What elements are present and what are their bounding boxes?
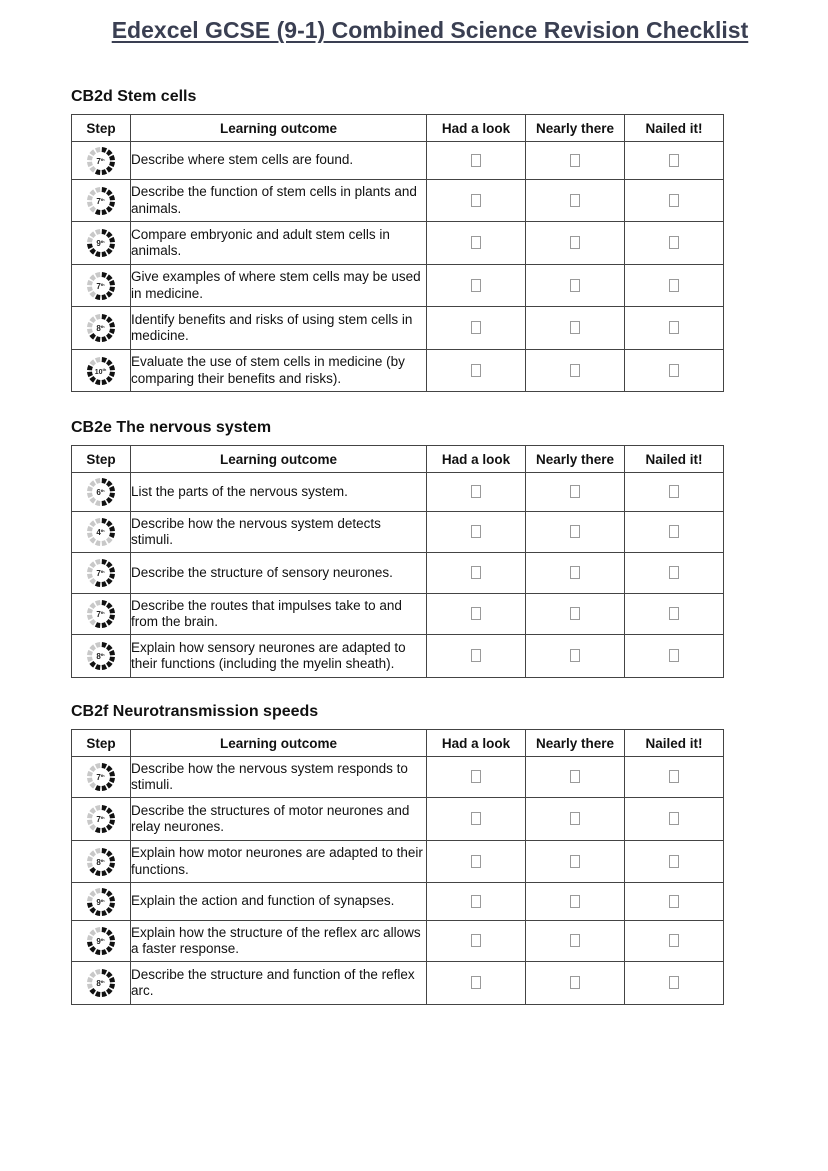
table-row xyxy=(72,222,724,265)
had-a-look-cell xyxy=(427,265,526,307)
column-header-nailed-it: Nailed it! xyxy=(625,446,724,473)
learning-outcome: Identify benefits and risks of using stem cells in medicine. xyxy=(131,307,427,350)
had-a-look-checkbox[interactable] xyxy=(471,770,481,783)
learning-outcome: Describe the routes that impulses take to and from the brain. xyxy=(131,594,427,635)
column-header-outcome: Learning outcome xyxy=(131,730,427,757)
column-header-nearly-there: Nearly there xyxy=(526,446,625,473)
learning-outcome: Describe the structure and function of the reflex arc. xyxy=(131,962,427,1005)
had-a-look-checkbox[interactable] xyxy=(471,649,481,662)
nearly-there-checkbox[interactable] xyxy=(570,649,580,662)
nearly-there-cell xyxy=(526,142,625,180)
had-a-look-checkbox[interactable] xyxy=(471,934,481,947)
nearly-there-checkbox[interactable] xyxy=(570,812,580,825)
learning-outcome: Give examples of where stem cells may be used in medicine. xyxy=(131,265,427,307)
table-row xyxy=(72,180,724,222)
nearly-there-cell xyxy=(526,265,625,307)
nearly-there-checkbox[interactable] xyxy=(570,895,580,908)
header-row xyxy=(72,446,724,473)
step-gauge-icon xyxy=(86,186,116,216)
step-cell xyxy=(72,180,131,222)
nailed-it-cell xyxy=(625,307,724,350)
nailed-it-cell xyxy=(625,142,724,180)
svg-text:7th: 7th xyxy=(96,156,105,166)
nearly-there-cell xyxy=(526,883,625,921)
nailed-it-cell xyxy=(625,180,724,222)
step-cell xyxy=(72,921,131,962)
learning-outcome: Describe how the nervous system detects stimuli. xyxy=(131,512,427,553)
step-cell xyxy=(72,553,131,594)
column-header-step: Step xyxy=(72,730,131,757)
nearly-there-checkbox[interactable] xyxy=(570,855,580,868)
nearly-there-checkbox[interactable] xyxy=(570,154,580,167)
svg-text:7th: 7th xyxy=(96,196,105,206)
step-gauge-icon xyxy=(86,926,116,956)
svg-text:9th: 9th xyxy=(96,937,105,946)
checklist-table xyxy=(71,729,724,1005)
nailed-it-checkbox[interactable] xyxy=(669,855,679,868)
svg-text:8th: 8th xyxy=(96,857,105,867)
header-row xyxy=(72,115,724,142)
nearly-there-cell xyxy=(526,841,625,883)
nearly-there-cell xyxy=(526,635,625,678)
column-header-outcome: Learning outcome xyxy=(131,446,427,473)
nailed-it-cell xyxy=(625,921,724,962)
svg-text:7th: 7th xyxy=(96,815,105,824)
table-row xyxy=(72,265,724,307)
nailed-it-cell xyxy=(625,265,724,307)
step-cell xyxy=(72,350,131,392)
had-a-look-checkbox[interactable] xyxy=(471,976,481,989)
learning-outcome: Compare embryonic and adult stem cells in animals. xyxy=(131,222,427,265)
table-row xyxy=(72,798,724,841)
had-a-look-cell xyxy=(427,222,526,265)
column-header-had-a-look: Had a look xyxy=(427,115,526,142)
step-cell xyxy=(72,883,131,921)
nearly-there-checkbox[interactable] xyxy=(570,934,580,947)
svg-text:10th: 10th xyxy=(94,366,107,376)
had-a-look-checkbox[interactable] xyxy=(471,485,481,498)
had-a-look-checkbox[interactable] xyxy=(471,236,481,249)
svg-text:7th: 7th xyxy=(96,569,105,578)
svg-text:7th: 7th xyxy=(96,773,105,782)
had-a-look-checkbox[interactable] xyxy=(471,855,481,868)
had-a-look-cell xyxy=(427,883,526,921)
table-row xyxy=(72,142,724,180)
nailed-it-cell xyxy=(625,473,724,512)
had-a-look-cell xyxy=(427,635,526,678)
had-a-look-cell xyxy=(427,350,526,392)
nearly-there-checkbox[interactable] xyxy=(570,236,580,249)
nailed-it-checkbox[interactable] xyxy=(669,976,679,989)
svg-text:6th: 6th xyxy=(96,488,105,497)
nearly-there-cell xyxy=(526,307,625,350)
table-row xyxy=(72,883,724,921)
svg-text:8th: 8th xyxy=(96,652,105,661)
step-cell xyxy=(72,473,131,512)
step-gauge-icon xyxy=(86,887,116,917)
nailed-it-cell xyxy=(625,841,724,883)
column-header-nailed-it: Nailed it! xyxy=(625,115,724,142)
nearly-there-cell xyxy=(526,757,625,798)
nailed-it-checkbox[interactable] xyxy=(669,279,679,292)
had-a-look-cell xyxy=(427,594,526,635)
svg-text:7th: 7th xyxy=(96,281,105,291)
had-a-look-cell xyxy=(427,921,526,962)
had-a-look-cell xyxy=(427,841,526,883)
table-row xyxy=(72,350,724,392)
table-row xyxy=(72,635,724,678)
nailed-it-checkbox[interactable] xyxy=(669,607,679,620)
had-a-look-checkbox[interactable] xyxy=(471,279,481,292)
step-gauge-icon xyxy=(86,558,116,588)
table-row xyxy=(72,307,724,350)
nailed-it-checkbox[interactable] xyxy=(669,934,679,947)
svg-text:4th: 4th xyxy=(96,528,105,537)
nailed-it-checkbox[interactable] xyxy=(669,364,679,377)
section-cb2f xyxy=(71,703,723,1005)
nearly-there-cell xyxy=(526,350,625,392)
learning-outcome: Explain the action and function of synapses. xyxy=(131,883,427,921)
nearly-there-cell xyxy=(526,512,625,553)
nailed-it-cell xyxy=(625,594,724,635)
nailed-it-cell xyxy=(625,350,724,392)
had-a-look-checkbox[interactable] xyxy=(471,812,481,825)
table-row xyxy=(72,473,724,512)
nearly-there-checkbox[interactable] xyxy=(570,976,580,989)
step-cell xyxy=(72,635,131,678)
nailed-it-cell xyxy=(625,635,724,678)
learning-outcome: Describe where stem cells are found. xyxy=(131,142,427,180)
step-gauge-icon xyxy=(86,146,116,176)
nearly-there-cell xyxy=(526,962,625,1005)
step-gauge-icon xyxy=(86,641,116,671)
learning-outcome: Describe the function of stem cells in plants and animals. xyxy=(131,180,427,222)
table-row xyxy=(72,962,724,1005)
nailed-it-cell xyxy=(625,798,724,841)
nailed-it-checkbox[interactable] xyxy=(669,812,679,825)
column-header-had-a-look: Had a look xyxy=(427,446,526,473)
section-cb2e xyxy=(71,419,723,678)
nailed-it-checkbox[interactable] xyxy=(669,770,679,783)
column-header-nearly-there: Nearly there xyxy=(526,730,625,757)
nearly-there-cell xyxy=(526,921,625,962)
nearly-there-cell xyxy=(526,594,625,635)
section-title: CB2e The nervous system xyxy=(71,419,272,436)
had-a-look-cell xyxy=(427,962,526,1005)
had-a-look-checkbox[interactable] xyxy=(471,364,481,377)
nailed-it-checkbox[interactable] xyxy=(669,194,679,207)
step-gauge-icon xyxy=(86,804,116,834)
section-cb2d xyxy=(71,88,723,392)
nearly-there-checkbox[interactable] xyxy=(570,321,580,334)
step-cell xyxy=(72,265,131,307)
nearly-there-cell xyxy=(526,180,625,222)
nearly-there-checkbox[interactable] xyxy=(570,485,580,498)
nailed-it-cell xyxy=(625,883,724,921)
nearly-there-cell xyxy=(526,473,625,512)
learning-outcome: Explain how motor neurones are adapted to their functions. xyxy=(131,841,427,883)
learning-outcome: Explain how the structure of the reflex arc allows a faster response. xyxy=(131,921,427,962)
had-a-look-checkbox[interactable] xyxy=(471,566,481,579)
step-cell xyxy=(72,757,131,798)
svg-text:9th: 9th xyxy=(96,239,105,248)
step-cell xyxy=(72,512,131,553)
step-cell xyxy=(72,798,131,841)
nailed-it-checkbox[interactable] xyxy=(669,321,679,334)
step-cell xyxy=(72,962,131,1005)
nearly-there-cell xyxy=(526,553,625,594)
svg-text:9th: 9th xyxy=(96,897,105,907)
table-row xyxy=(72,512,724,553)
step-gauge-icon xyxy=(86,477,116,507)
nailed-it-checkbox[interactable] xyxy=(669,154,679,167)
had-a-look-checkbox[interactable] xyxy=(471,607,481,620)
step-cell xyxy=(72,142,131,180)
step-gauge-icon xyxy=(86,228,116,258)
checklist-table xyxy=(71,445,724,678)
svg-text:8th: 8th xyxy=(96,324,105,333)
page-title: Edexcel GCSE (9-1) Combined Science Revision Checklist xyxy=(111,17,749,43)
learning-outcome: Describe the structures of motor neurones and relay neurones. xyxy=(131,798,427,841)
step-cell xyxy=(72,594,131,635)
nearly-there-checkbox[interactable] xyxy=(570,607,580,620)
table-row xyxy=(72,921,724,962)
step-gauge-icon xyxy=(86,847,116,877)
step-gauge-icon xyxy=(86,762,116,792)
had-a-look-cell xyxy=(427,180,526,222)
nearly-there-checkbox[interactable] xyxy=(570,364,580,377)
step-gauge-icon xyxy=(86,968,116,998)
nearly-there-cell xyxy=(526,798,625,841)
had-a-look-checkbox[interactable] xyxy=(471,321,481,334)
nailed-it-checkbox[interactable] xyxy=(669,525,679,538)
had-a-look-checkbox[interactable] xyxy=(471,895,481,908)
had-a-look-checkbox[interactable] xyxy=(471,525,481,538)
nailed-it-cell xyxy=(625,553,724,594)
section-title: CB2f Neurotransmission speeds xyxy=(71,703,319,720)
svg-text:8th: 8th xyxy=(96,979,105,988)
step-gauge-icon xyxy=(86,356,116,386)
table-row xyxy=(72,553,724,594)
nailed-it-checkbox[interactable] xyxy=(669,236,679,249)
nailed-it-checkbox[interactable] xyxy=(669,566,679,579)
nearly-there-checkbox[interactable] xyxy=(570,525,580,538)
svg-text:7th: 7th xyxy=(96,610,105,619)
checklist-table xyxy=(71,114,724,392)
nailed-it-cell xyxy=(625,512,724,553)
had-a-look-checkbox[interactable] xyxy=(471,194,481,207)
had-a-look-cell xyxy=(427,512,526,553)
had-a-look-cell xyxy=(427,142,526,180)
nailed-it-cell xyxy=(625,222,724,265)
table-row xyxy=(72,757,724,798)
step-cell xyxy=(72,841,131,883)
table-row xyxy=(72,594,724,635)
step-gauge-icon xyxy=(86,599,116,629)
had-a-look-checkbox[interactable] xyxy=(471,154,481,167)
learning-outcome: List the parts of the nervous system. xyxy=(131,473,427,512)
nailed-it-cell xyxy=(625,757,724,798)
nailed-it-checkbox[interactable] xyxy=(669,649,679,662)
column-header-outcome: Learning outcome xyxy=(131,115,427,142)
header-row xyxy=(72,730,724,757)
step-gauge-icon xyxy=(86,313,116,343)
column-header-nailed-it: Nailed it! xyxy=(625,730,724,757)
table-row xyxy=(72,841,724,883)
learning-outcome: Evaluate the use of stem cells in medicine (by comparing their benefits and risks). xyxy=(131,350,427,392)
nearly-there-checkbox[interactable] xyxy=(570,279,580,292)
learning-outcome: Describe the structure of sensory neurones. xyxy=(131,553,427,594)
step-gauge-icon xyxy=(86,271,116,301)
had-a-look-cell xyxy=(427,553,526,594)
column-header-step: Step xyxy=(72,446,131,473)
had-a-look-cell xyxy=(427,757,526,798)
section-title: CB2d Stem cells xyxy=(71,88,197,105)
column-header-step: Step xyxy=(72,115,131,142)
column-header-had-a-look: Had a look xyxy=(427,730,526,757)
step-gauge-icon xyxy=(86,517,116,547)
nearly-there-checkbox[interactable] xyxy=(570,194,580,207)
learning-outcome: Explain how sensory neurones are adapted to their functions (including the myelin sheath). xyxy=(131,635,427,678)
step-cell xyxy=(72,307,131,350)
had-a-look-cell xyxy=(427,473,526,512)
nailed-it-cell xyxy=(625,962,724,1005)
learning-outcome: Describe how the nervous system responds to stimuli. xyxy=(131,757,427,798)
had-a-look-cell xyxy=(427,307,526,350)
column-header-nearly-there: Nearly there xyxy=(526,115,625,142)
had-a-look-cell xyxy=(427,798,526,841)
nailed-it-checkbox[interactable] xyxy=(669,485,679,498)
nearly-there-checkbox[interactable] xyxy=(570,770,580,783)
nearly-there-checkbox[interactable] xyxy=(570,566,580,579)
nearly-there-cell xyxy=(526,222,625,265)
nailed-it-checkbox[interactable] xyxy=(669,895,679,908)
step-cell xyxy=(72,222,131,265)
